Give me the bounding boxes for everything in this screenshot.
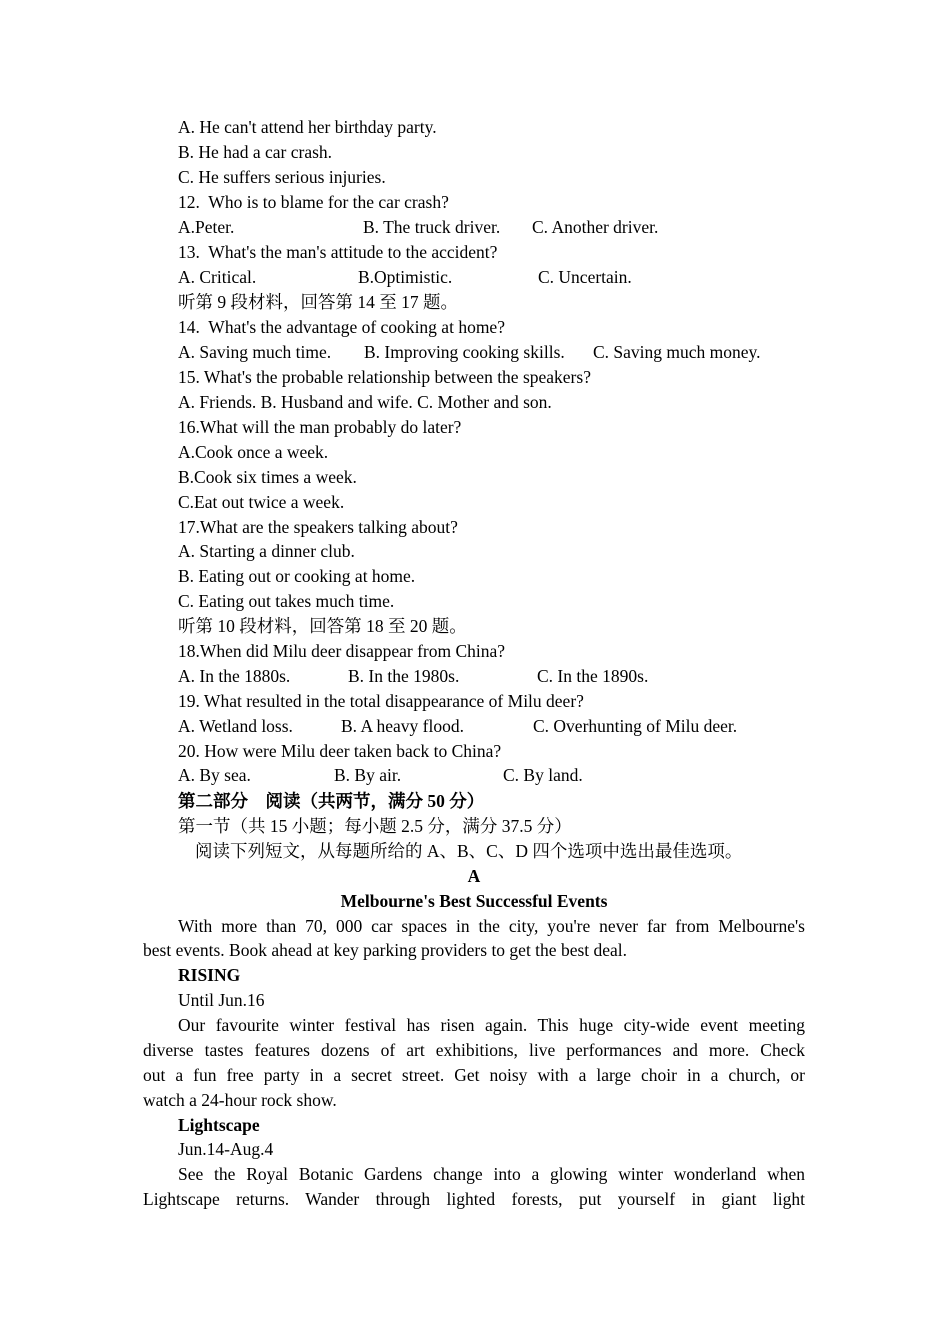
q20-option-a: A. By sea. <box>178 765 251 785</box>
q17-option-a: A. Starting a dinner club. <box>178 541 355 561</box>
section-1-title: 第一节（共 15 小题；每小题 2.5 分，满分 37.5 分） <box>178 816 572 836</box>
q12-option-b: B. The truck driver. <box>363 217 501 237</box>
reading-instructions: 阅读下列短文，从每题所给的 A、B、C、D 四个选项中选出最佳选项。 <box>195 841 743 861</box>
q12-option-a: A.Peter. <box>178 217 235 237</box>
event-2-line-1: See the Royal Botanic Gardens change into a glowing winter wonderland when <box>178 1164 805 1184</box>
q14-option-b: B. Improving cooking skills. <box>364 342 565 362</box>
q15-options: A. Friends. B. Husband and wife. C. Mother and son. <box>178 392 552 412</box>
q14-option-a: A. Saving much time. <box>178 342 332 362</box>
q19-question: 19. What resulted in the total disappearance of Milu deer? <box>178 691 584 711</box>
q17-option-b: B. Eating out or cooking at home. <box>178 566 416 586</box>
event-2-date: Jun.14-Aug.4 <box>178 1139 274 1159</box>
q16-question: 16.What will the man probably do later? <box>178 417 462 437</box>
event-1-name: RISING <box>178 965 241 985</box>
intro-line-2: best events. Book ahead at key parking providers to get the best deal. <box>143 940 628 960</box>
q11-option-c: C. He suffers serious injuries. <box>178 167 386 187</box>
q18-question: 18.When did Milu deer disappear from China? <box>178 641 506 661</box>
event-2-name: Lightscape <box>178 1115 260 1135</box>
event-1-line-2: diverse tastes features dozens of art exhibitions, live performances and more. Check <box>143 1040 805 1060</box>
event-1-line-3: out a fun free party in a secret street. Get noisy with a large choir in a church, or <box>143 1065 805 1085</box>
q11-option-a: A. He can't attend her birthday party. <box>178 117 437 137</box>
q18-option-a: A. In the 1880s. <box>178 666 291 686</box>
q17-question: 17.What are the speakers talking about? <box>178 517 458 537</box>
section-10-header: 听第 10 段材料，回答第 18 至 20 题。 <box>178 616 467 636</box>
q11-option-b: B. He had a car crash. <box>178 142 333 162</box>
q20-question: 20. How were Milu deer taken back to China? <box>178 741 502 761</box>
passage-title: Melbourne's Best Successful Events <box>340 891 608 911</box>
event-2-line-2: Lightscape returns. Wander through lighted forests, put yourself in giant light <box>143 1189 805 1209</box>
q14-option-c: C. Saving much money. <box>593 342 761 362</box>
q17-option-c: C. Eating out takes much time. <box>178 591 395 611</box>
part-2-title: 第二部分 阅读（共两节，满分 50 分） <box>178 791 485 811</box>
q18-option-b: B. In the 1980s. <box>348 666 460 686</box>
q13-question: 13. What's the man's attitude to the accident? <box>178 242 498 262</box>
q15-question: 15. What's the probable relationship between the speakers? <box>178 367 591 387</box>
q19-option-a: A. Wetland loss. <box>178 716 293 736</box>
q19-option-c: C. Overhunting of Milu deer. <box>533 716 738 736</box>
intro-line-1: With more than 70, 000 car spaces in the city, you're never far from Melbourne's <box>178 916 805 936</box>
event-1-date: Until Jun.16 <box>178 990 265 1010</box>
q12-option-c: C. Another driver. <box>532 217 659 237</box>
q16-option-b: B.Cook six times a week. <box>178 467 357 487</box>
q14-question: 14. What's the advantage of cooking at home? <box>178 317 505 337</box>
q12-question: 12. Who is to blame for the car crash? <box>178 192 449 212</box>
q20-option-c: C. By land. <box>503 765 583 785</box>
event-1-line-4: watch a 24-hour rock show. <box>143 1090 337 1110</box>
passage-letter: A <box>467 866 481 886</box>
q13-option-a: A. Critical. <box>178 267 257 287</box>
q13-option-b: B.Optimistic. <box>358 267 453 287</box>
q13-option-c: C. Uncertain. <box>538 267 632 287</box>
q16-option-a: A.Cook once a week. <box>178 442 329 462</box>
q16-option-c: C.Eat out twice a week. <box>178 492 345 512</box>
q18-option-c: C. In the 1890s. <box>537 666 649 686</box>
q19-option-b: B. A heavy flood. <box>341 716 464 736</box>
section-9-header: 听第 9 段材料，回答第 14 至 17 题。 <box>178 292 458 312</box>
q20-option-b: B. By air. <box>334 765 402 785</box>
event-1-line-1: Our favourite winter festival has risen again. This huge city-wide event meeting <box>178 1015 805 1035</box>
